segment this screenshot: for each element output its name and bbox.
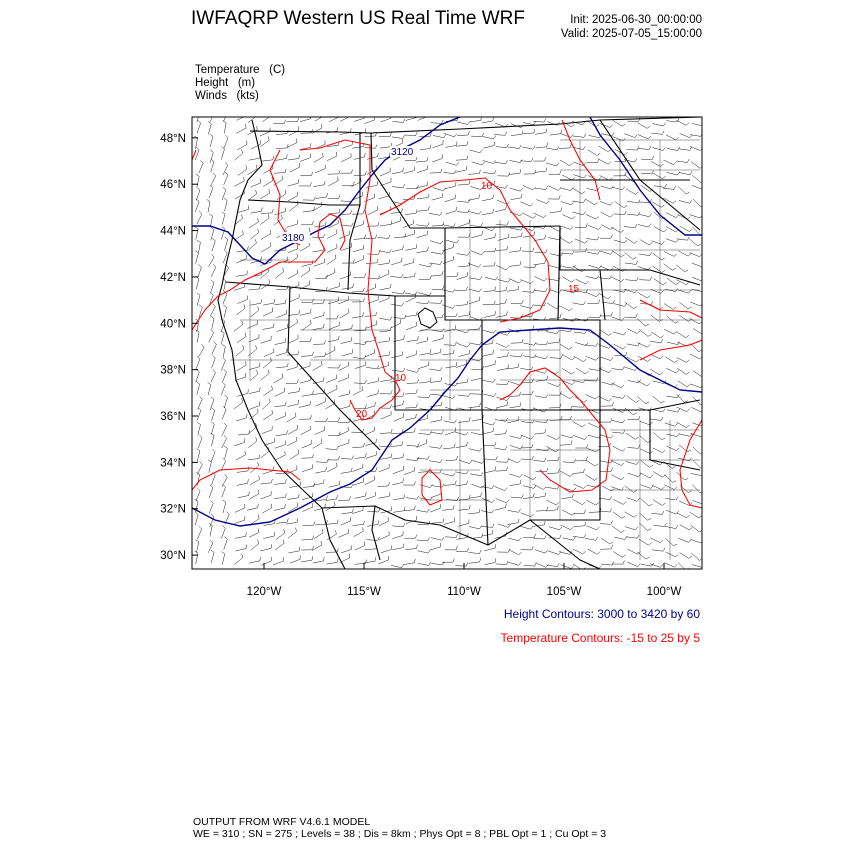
init-time: Init: 2025-06-30_00:00:00 xyxy=(570,14,702,26)
lat-label: 32°N xyxy=(160,503,186,516)
contour-label-temp-4: 20 xyxy=(356,409,368,420)
field-winds: Winds (kts) xyxy=(195,90,259,102)
height-contour-legend: Height Contours: 3000 to 3420 by 60 xyxy=(503,607,700,621)
valid-time: Valid: 2025-07-05_15:00:00 xyxy=(560,28,702,40)
plot-title: IWFAQRP Western US Real Time WRF xyxy=(191,8,525,29)
lat-label: 42°N xyxy=(160,271,186,284)
contour-label-3120: 3120 xyxy=(391,147,414,158)
lon-label: 120°W xyxy=(246,586,282,598)
contour-label-temp-3: 15 xyxy=(568,284,580,295)
lat-label: 48°N xyxy=(160,132,186,145)
model-version: OUTPUT FROM WRF V4.6.1 MODEL xyxy=(193,816,371,828)
lat-label: 36°N xyxy=(160,411,186,424)
model-info xyxy=(193,816,606,840)
lat-label: 30°N xyxy=(160,550,186,563)
map-background xyxy=(192,117,702,569)
contour-label-3180: 3180 xyxy=(282,233,305,244)
lat-label: 38°N xyxy=(160,364,186,377)
lon-label: 110°W xyxy=(447,586,481,598)
lat-label: 44°N xyxy=(160,225,186,238)
temperature-contour-legend: Temperature Contours: -15 to 25 by 5 xyxy=(500,631,700,645)
lat-label: 34°N xyxy=(160,457,186,470)
contour-label-temp-1: 10 xyxy=(481,181,493,192)
field-height: Height (m) xyxy=(195,77,256,89)
lat-label: 46°N xyxy=(160,179,186,192)
field-temperature: Temperature (C) xyxy=(195,64,286,76)
lon-label: 100°W xyxy=(646,586,682,598)
lon-label: 115°W xyxy=(347,586,381,598)
lat-label: 40°N xyxy=(160,318,186,331)
model-settings: WE = 310 ; SN = 275 ; Levels = 38 ; Dis = 8km ; Phys Opt = 8 ; PBL Opt = 1 ; Cu Opt = 3 xyxy=(193,828,607,840)
contour-label-temp-2: 10 xyxy=(395,373,407,384)
lon-label: 105°W xyxy=(546,586,582,598)
